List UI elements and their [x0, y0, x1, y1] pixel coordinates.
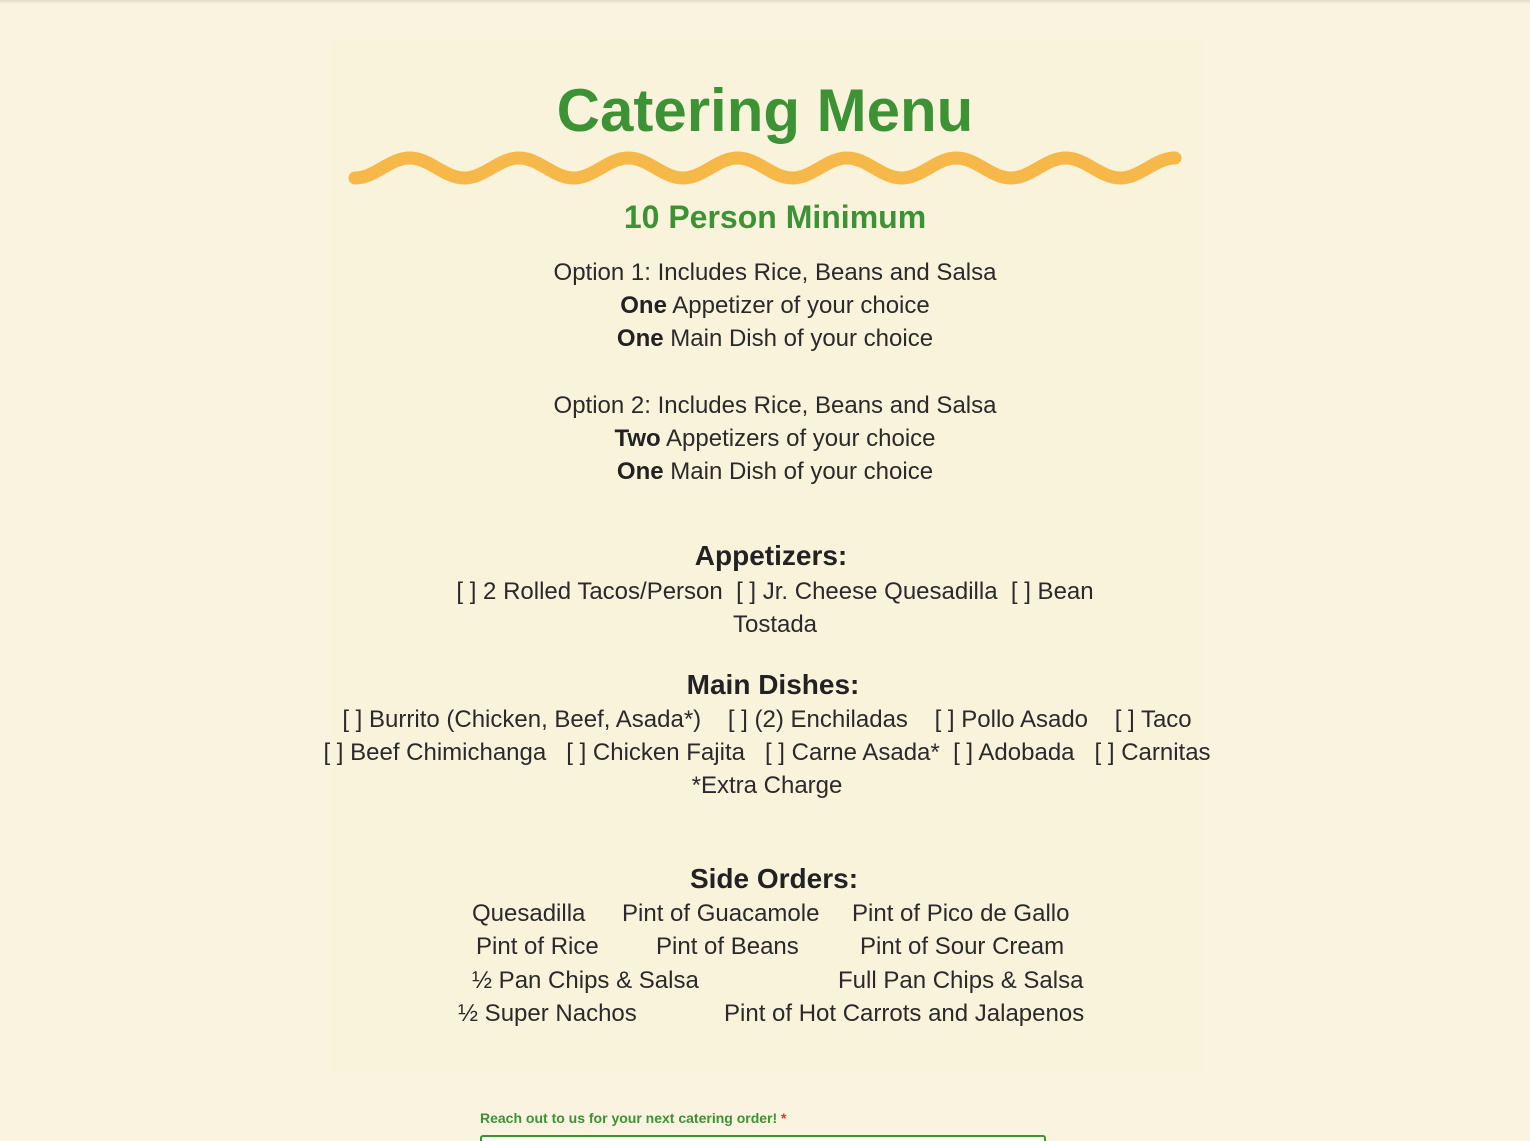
side-order-item: Pint of Pico de Gallo [852, 900, 1070, 927]
option2-line2-bold: Two [614, 425, 661, 452]
side-order-item: Quesadilla [472, 900, 586, 927]
catering-order-label [480, 1110, 787, 1126]
side-order-item: Pint of Sour Cream [860, 933, 1065, 960]
squiggle-divider [340, 140, 1190, 196]
option1-line2 [10, 292, 1530, 320]
option1-line2-bold: One [620, 292, 667, 319]
option2-line3 [10, 458, 1530, 486]
main-dishes-line2: [ ] Beef Chimichanga [ ] Chicken Fajita [ ] Carne Asada* [ ] Adobada [ ] Carnitas [323, 739, 1211, 766]
side-order-item: Pint of Hot Carrots and Jalapenos [724, 1000, 1085, 1027]
option2-line3-bold: One [616, 458, 664, 485]
side-order-item: Pint of Guacamole [622, 900, 820, 927]
side-order-item: Pint of Beans [656, 933, 799, 960]
option2-line3-text: Main Dish of your choice [663, 458, 934, 485]
option1-line2-text: Appetizer of your choice [666, 292, 930, 319]
option1-line3-bold: One [616, 325, 664, 352]
top-shadow [0, 0, 1530, 4]
option2-line2-text: Appetizers of your choice [660, 425, 936, 452]
side-order-item: Pint of Rice [476, 933, 599, 960]
option1-line3 [10, 325, 1530, 353]
main-dishes-line1: [ ] Burrito (Chicken, Beef, Asada*) [ ] (2) Enchiladas [ ] Pollo Asado [ ] Taco [342, 706, 1192, 733]
catering-order-input[interactable] [480, 1135, 1046, 1141]
appetizers-line1: [ ] 2 Rolled Tacos/Person [ ] Jr. Cheese Quesadilla [ ] Bean [456, 578, 1094, 605]
side-orders-heading: Side Orders: [689, 863, 859, 894]
catering-order-label-text: Reach out to us for your next catering order! [480, 1110, 778, 1126]
side-order-item: ½ Pan Chips & Salsa [472, 967, 699, 994]
main-dishes-heading: Main Dishes: [686, 669, 860, 700]
menu-title: Catering Menu [556, 77, 974, 144]
option1-line1: Option 1: Includes Rice, Beans and Salsa [553, 259, 997, 286]
option2-line1: Option 2: Includes Rice, Beans and Salsa [553, 392, 997, 419]
appetizers-heading: Appetizers: [694, 540, 848, 571]
menu-subtitle: 10 Person Minimum [623, 199, 927, 235]
appetizers-line2: Tostada [732, 611, 818, 638]
option2-line2 [10, 425, 1530, 453]
option1-line3-text: Main Dish of your choice [663, 325, 934, 352]
main-dishes-note: *Extra Charge [691, 772, 843, 799]
side-order-item: Full Pan Chips & Salsa [838, 967, 1084, 994]
required-asterisk: * [781, 1110, 787, 1126]
side-order-item: ½ Super Nachos [458, 1000, 637, 1027]
